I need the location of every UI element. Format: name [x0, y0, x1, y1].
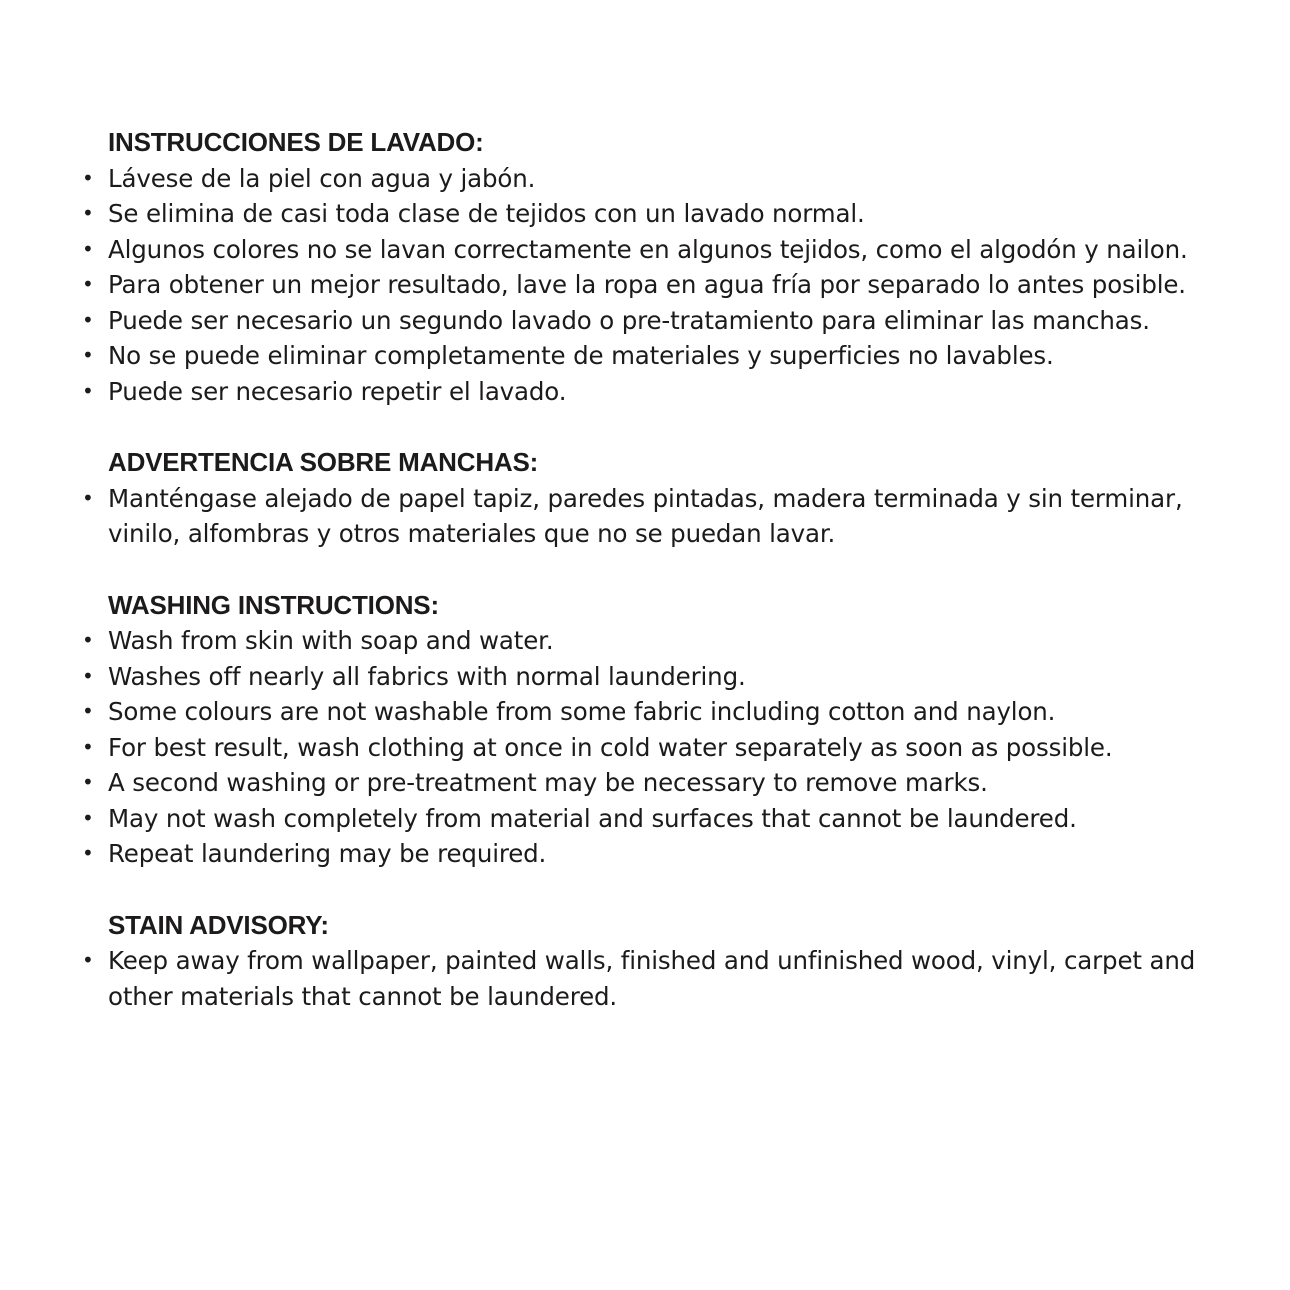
bullet-list: [80, 943, 1260, 1014]
list-item: • Algunos colores no se lavan correctamente en algunos tejidos, como el algodón y nailon.: [80, 232, 1260, 268]
list-item: • Puede ser necesario repetir el lavado.: [80, 374, 1260, 410]
section-stain-advisory: [80, 908, 1260, 1015]
section-heading: WASHING INSTRUCTIONS:: [108, 589, 439, 620]
list-item: • May not wash completely from material and surfaces that cannot be laundered.: [80, 801, 1260, 837]
list-item: • Se elimina de casi toda clase de tejidos con un lavado normal.: [80, 196, 1260, 232]
section-heading: ADVERTENCIA SOBRE MANCHAS:: [108, 447, 539, 477]
bullet-list: [80, 161, 1260, 410]
section-heading: STAIN ADVISORY:: [108, 909, 329, 940]
section-instrucciones-de-lavado: [80, 125, 1260, 409]
section-washing-instructions: [80, 588, 1260, 872]
section-advertencia-sobre-manchas: [80, 445, 1260, 552]
list-item: • Lávese de la piel con agua y jabón.: [80, 161, 1260, 197]
section-heading: INSTRUCCIONES DE LAVADO:: [108, 127, 484, 157]
bullet-list: [80, 481, 1260, 552]
list-item: • Washes off nearly all fabrics with normal laundering.: [80, 659, 1260, 695]
list-item: • A second washing or pre-treatment may be necessary to remove marks.: [80, 765, 1260, 801]
list-item: • Repeat laundering may be required.: [80, 836, 1260, 872]
list-item: • For best result, wash clothing at once in cold water separately as soon as possible.: [80, 730, 1260, 766]
bullet-list: [80, 623, 1260, 872]
list-item: • Para obtener un mejor resultado, lave la ropa en agua fría por separado lo antes posible.: [80, 267, 1260, 303]
list-item: • Keep away from wallpaper, painted walls, finished and unfinished wood, vinyl, carpet and other materials that cannot be laundered.: [80, 943, 1260, 1014]
list-item: • Manténgase alejado de papel tapiz, paredes pintadas, madera terminada y sin terminar, vinilo, alfombras y otros materiales que no se puedan lavar.: [80, 481, 1260, 552]
list-item: • Puede ser necesario un segundo lavado o pre-tratamiento para eliminar las manchas.: [80, 303, 1260, 339]
instructions-document: [80, 125, 1260, 1050]
list-item: • Wash from skin with soap and water.: [80, 623, 1260, 659]
list-item: • Some colours are not washable from some fabric including cotton and naylon.: [80, 694, 1260, 730]
list-item: • No se puede eliminar completamente de materiales y superficies no lavables.: [80, 338, 1260, 374]
